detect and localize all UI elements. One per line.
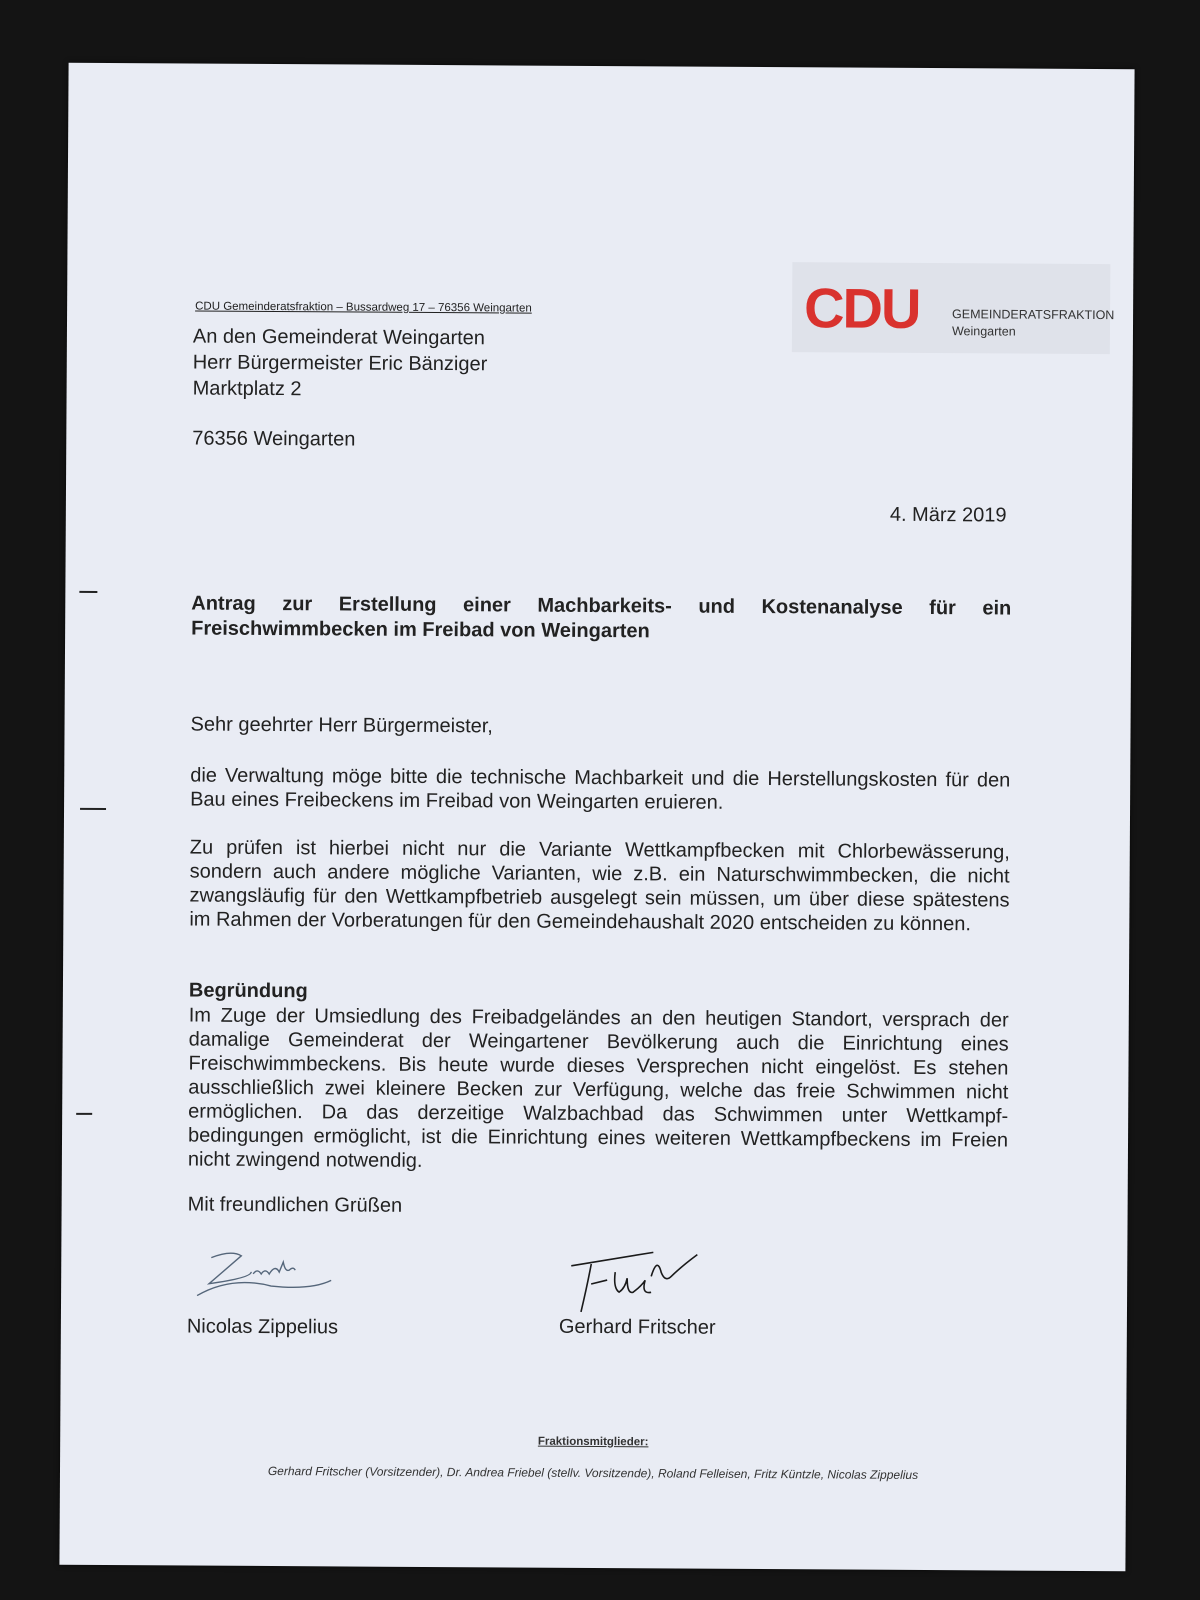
- recipient-address: [192, 324, 487, 454]
- recipient-line: An den Gemeinderat Weingarten: [192, 325, 486, 350]
- recipient-line: Herr Bürgermeister Eric Bänziger: [192, 351, 488, 376]
- logo-wordmark: CDU: [803, 276, 920, 340]
- members-list: Gerhard Fritscher (Vorsitzender), Dr. Andrea Friebel (stellv. Vorsitzende), Roland Felleisen, Fritz Küntzle, Nicolas Zippelius: [267, 1464, 919, 1482]
- body-paragraph: Im Zuge der Umsiedlung des Freibadgeländes an den heutigen Standort, versprach der damalige Gemeinderat der Weingartener Bevölkerung auch die Einrichtung eines Freischwimmbeckens. Bis heute wurde dieses Versprechen nicht eingelöst. Es stehen ausschließlich zwei kleinere Becken zur Verfügung, welche das freie Schwimmen nicht ermöglichen. Da das derzeitige Walzbachbad das Schwimmen unter Wettkampfbedingungen ermöglicht, ist die Einrichtung eines weiteren Wettkampfbeckens im Freien nicht zwingend notwendig.: [187, 1004, 1009, 1172]
- signer-name: Nicolas Zippelius: [186, 1315, 339, 1339]
- logo-subtitle: GEMEINDERATSFRAKTION: [952, 307, 1115, 323]
- letter-date: 4. März 2019: [889, 503, 1007, 527]
- subject: [191, 592, 1011, 647]
- members-label: Fraktionsmitglieder:: [537, 1435, 649, 1449]
- subject-line: Antrag zur Erstellung einer Machbarkeits- und Kostenanalyse für ein: [191, 592, 1012, 620]
- recipient-line: 76356 Weingarten: [192, 427, 356, 451]
- fold-mark: [79, 591, 97, 593]
- salutation: Sehr geehrter Herr Bürgermeister,: [190, 713, 493, 738]
- reason-heading: Begründung: [188, 979, 308, 1003]
- cdu-logo: [792, 262, 1115, 354]
- sender-address-line: CDU Gemeinderatsfraktion – Bussardweg 17 – 76356 Weingarten: [195, 300, 532, 315]
- fold-mark: [76, 1113, 92, 1115]
- letter-page: [59, 63, 1134, 1571]
- fold-mark: [80, 808, 106, 810]
- signature-zippelius: [191, 1246, 341, 1307]
- closing: Mit freundlichen Grüßen: [187, 1193, 403, 1217]
- signature-fritscher: [561, 1246, 731, 1317]
- signer-name: Gerhard Fritscher: [558, 1315, 716, 1339]
- recipient-line: Marktplatz 2: [192, 377, 302, 401]
- logo-city: Weingarten: [951, 324, 1016, 339]
- subject-line: Freischwimmbecken im Freibad von Weingarten: [191, 617, 650, 643]
- body-paragraph: die Verwaltung möge bitte die technische Machbarkeit und die Herstellungskosten für den Bau eines Freibeckens im Freibad von Weingarten eruieren.: [190, 764, 1011, 814]
- body-paragraph: Zu prüfen ist hierbei nicht nur die Variante Wettkampfbecken mit Chlorbewässerung, sondern auch andere mögliche Varianten, wie z.B. ein Naturschwimmbecken, die nicht zwangsläufig für den Wettkampfbetrieb ausgelegt sein müssen, um über diese spätestens im Rahmen der Vorberatungen für den Gemeindehaushalt 2020 entscheiden zu können.: [189, 836, 1010, 936]
